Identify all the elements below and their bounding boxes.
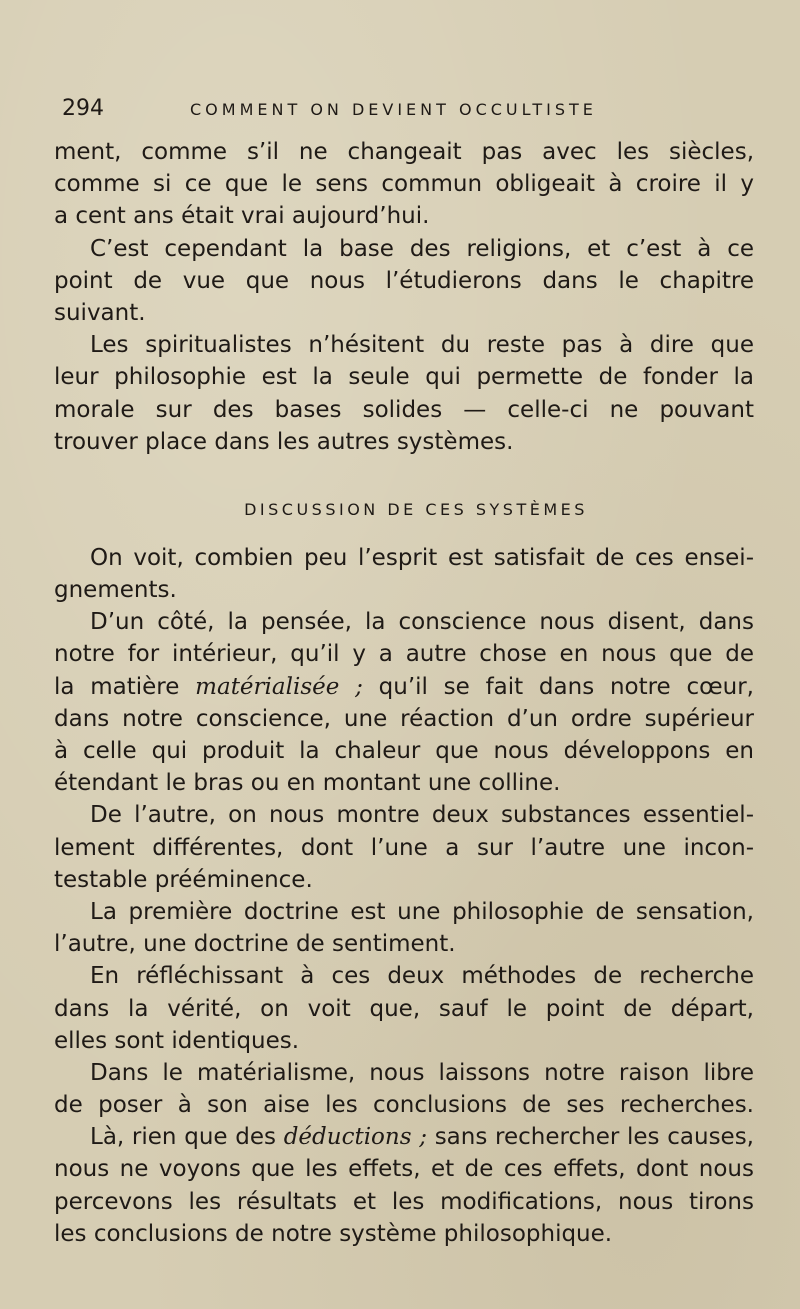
text-fragment: la matière [54, 673, 196, 700]
text-line: a cent ans était vrai aujourd’hui. [54, 203, 430, 230]
text-line: testable prééminence. [54, 866, 313, 893]
text-fragment: qu’il se fait dans notre cœur, [362, 673, 754, 700]
italic-phrase: déductions ; [283, 1124, 427, 1151]
text-line: suivant. [54, 299, 146, 326]
text-line: l’autre, une doctrine de sentiment. [54, 931, 456, 958]
section-heading: DISCUSSION DE CES SYSTÈMES [244, 499, 588, 519]
text-line: les conclusions de notre système philosophique. [54, 1220, 613, 1247]
text-line: à celle qui produit la chaleur que nous développons en [54, 738, 754, 764]
text-fragment: Là, rien que des [90, 1124, 284, 1151]
text-line: De l’autre, on nous montre deux substances essentiel- [90, 802, 754, 829]
text-line: La première doctrine est une philosophie de sensation, [90, 898, 754, 925]
text-line: notre for intérieur, qu’il y a autre chose en nous que de [54, 641, 754, 668]
body-text [54, 136, 754, 1250]
text-fragment: sans rechercher les causes, [426, 1124, 754, 1151]
page-number: 294 [62, 96, 104, 121]
text-line: de poser à son aise les conclusions de ses recherches. [54, 1092, 754, 1119]
text-line: C’est cependant la base des religions, et c’est à ce [90, 235, 754, 262]
text-line: lement différentes, dont l’une a sur l’autre une incon- [54, 834, 754, 861]
text-line: nous ne voyons que les effets, et de ces effets, dont nous [54, 1156, 754, 1183]
text-line [54, 1121, 754, 1153]
text-line: comme si ce que le sens commun obligeait à croire il y [54, 171, 754, 198]
text-line: percevons les résultats et les modifications, nous tirons [54, 1188, 754, 1215]
text-line [54, 671, 754, 703]
text-line: gnements. [54, 577, 177, 604]
running-head: COMMENT ON DEVIENT OCCULTISTE [190, 100, 597, 119]
italic-phrase: matérialisée ; [195, 673, 363, 700]
text-line: morale sur des bases solides — celle-ci ne pouvant [54, 396, 754, 423]
text-line: ment, comme s’il ne changeait pas avec les siècles, [54, 139, 754, 165]
text-line: Les spiritualistes n’hésitent du reste pas à dire que [90, 332, 754, 359]
text-line: elles sont identiques. [54, 1027, 300, 1054]
text-line: En réfléchissant à ces deux méthodes de recherche [90, 963, 754, 990]
text-line: leur philosophie est la seule qui permette de fonder la [54, 364, 754, 391]
text-line: Dans le matérialisme, nous laissons notre raison libre [90, 1059, 754, 1086]
text-line: étendant le bras ou en montant une colline. [54, 770, 561, 797]
text-line: trouver place dans les autres systèmes. [54, 428, 514, 455]
text-line: point de vue que nous l’étudierons dans le chapitre [54, 267, 754, 294]
text-line: dans notre conscience, une réaction d’un ordre supérieur [54, 705, 754, 732]
text-line: On voit, combien peu l’esprit est satisfait de ces ensei- [90, 544, 754, 571]
text-line: dans la vérité, on voit que, sauf le point de départ, [54, 995, 754, 1022]
text-line: D’un côté, la pensée, la conscience nous disent, dans [90, 609, 754, 636]
page-header [62, 96, 752, 126]
